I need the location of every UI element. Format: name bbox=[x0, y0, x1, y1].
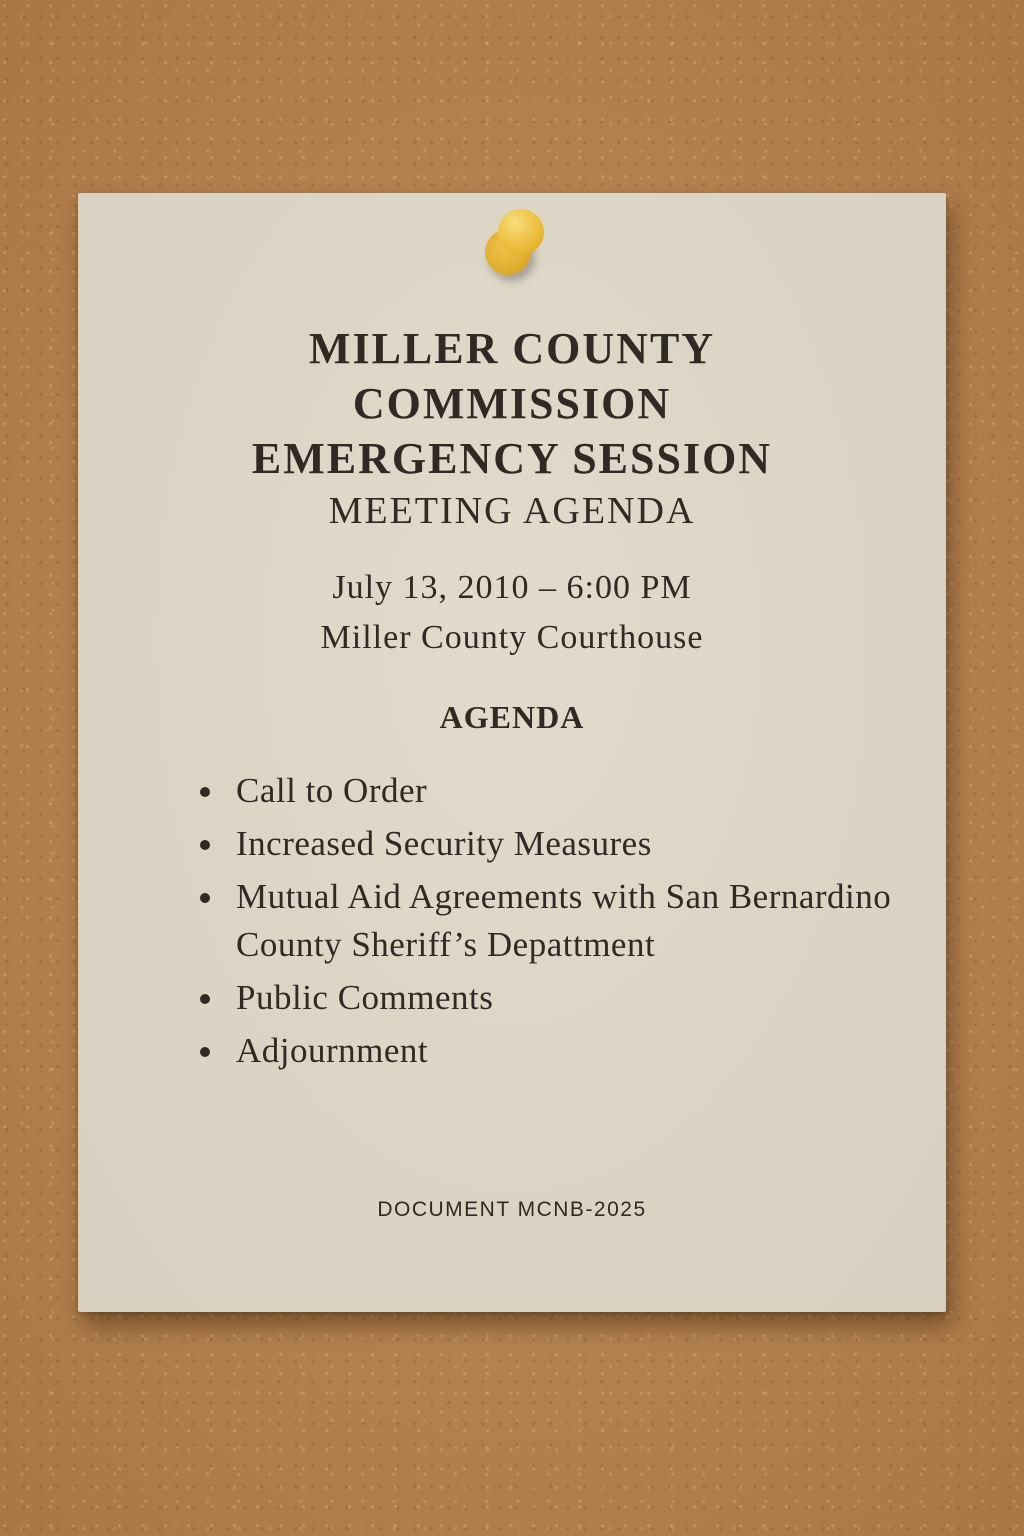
bullet-icon bbox=[200, 994, 210, 1004]
agenda-notice-paper bbox=[78, 193, 946, 1312]
meeting-datetime: July 13, 2010 – 6:00 PM bbox=[332, 569, 692, 606]
notice-subtitle: MEETING AGENDA bbox=[328, 490, 696, 532]
agenda-heading: AGENDA bbox=[439, 699, 585, 735]
bullet-icon bbox=[200, 1047, 210, 1057]
agenda-item-label: Call to Order bbox=[236, 771, 428, 810]
title-line-2: COMMISSION bbox=[352, 379, 672, 428]
agenda-item bbox=[200, 820, 940, 868]
title-line-1: MILLER COUNTY bbox=[308, 324, 716, 373]
agenda-item bbox=[200, 1027, 940, 1075]
document-number: DOCUMENT MCNB-2025 bbox=[377, 1198, 647, 1221]
agenda-list bbox=[200, 767, 940, 1080]
agenda-item bbox=[200, 873, 940, 969]
pushpin-icon bbox=[483, 207, 553, 287]
agenda-item-label: Mutual Aid Agreements with San Bernardino County Sheriff’s Depattment bbox=[236, 877, 892, 964]
agenda-item-label: Increased Security Measures bbox=[236, 824, 652, 863]
agenda-item-label: Adjournment bbox=[236, 1031, 429, 1070]
agenda-item bbox=[200, 974, 940, 1022]
agenda-item bbox=[200, 767, 940, 815]
meeting-location: Miller County Courthouse bbox=[320, 619, 704, 656]
agenda-item-label: Public Comments bbox=[236, 978, 494, 1017]
bullet-icon bbox=[200, 787, 210, 797]
bullet-icon bbox=[200, 840, 210, 850]
title-line-3: EMERGENCY SESSION bbox=[251, 434, 773, 483]
notice-title bbox=[78, 321, 946, 486]
bullet-icon bbox=[200, 893, 210, 903]
